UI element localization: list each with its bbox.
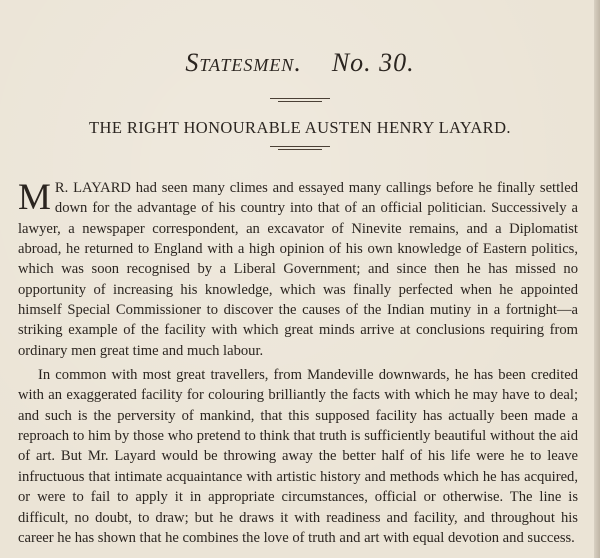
paragraph-1	[18, 178, 578, 361]
article-body	[18, 178, 578, 548]
page-edge	[594, 0, 600, 558]
series-heading	[0, 48, 600, 78]
series-word: Statesmen.	[185, 48, 302, 77]
series-number: No. 30.	[331, 48, 415, 77]
article-title: THE RIGHT HONOURABLE AUSTEN HENRY LAYARD.	[89, 118, 511, 137]
divider-rule	[278, 149, 322, 150]
divider-rule	[270, 98, 330, 99]
divider-rule	[278, 101, 322, 102]
divider-rule	[270, 146, 330, 147]
paragraph-2: In common with most great travellers, from Mandeville downwards, he has been credited with an exaggerated facility for colouring brilliantly the facts with which he may have to deal; and such is the perversity of mankind, that this supposed facility has actually been made a reproach to him by those who pretend to think that truth is sufficiently beautiful without the aid of art. But Mr. Layard would be throwing away the better half of his life were he to leave infructuous that intimate acquaintance with artistic history and methods which he has acquired, or were to fail to apply it in appropriate circumstances, official or otherwise. The line is difficult, no doubt, to draw; but he draws it with readiness and facility, and throughout his career he has shown that he combines the love of truth and art with equal devotion and success.	[18, 367, 578, 546]
paragraph-1-text: R. LAYARD had seen many climes and essayed many callings before he finally settled down for the advantage of his country into that of an official politician. Successively a lawyer, a newspaper correspondent, an excavator of Ninevite remains, and a Diplomatist abroad, he returned to England with a high opinion of his own knowledge of Eastern politics, which was soon recognised by a Liberal Government; and since then he has missed no opportunity of increasing his knowledge, which was finally perfected when he appointed himself Special Commissioner to discover the causes of the Indian mutiny in a fortnight—a striking example of the facility with which great minds arrive at conclusions requiring from ordinary men great time and much labour.	[18, 180, 578, 359]
drop-cap: M	[18, 177, 51, 218]
